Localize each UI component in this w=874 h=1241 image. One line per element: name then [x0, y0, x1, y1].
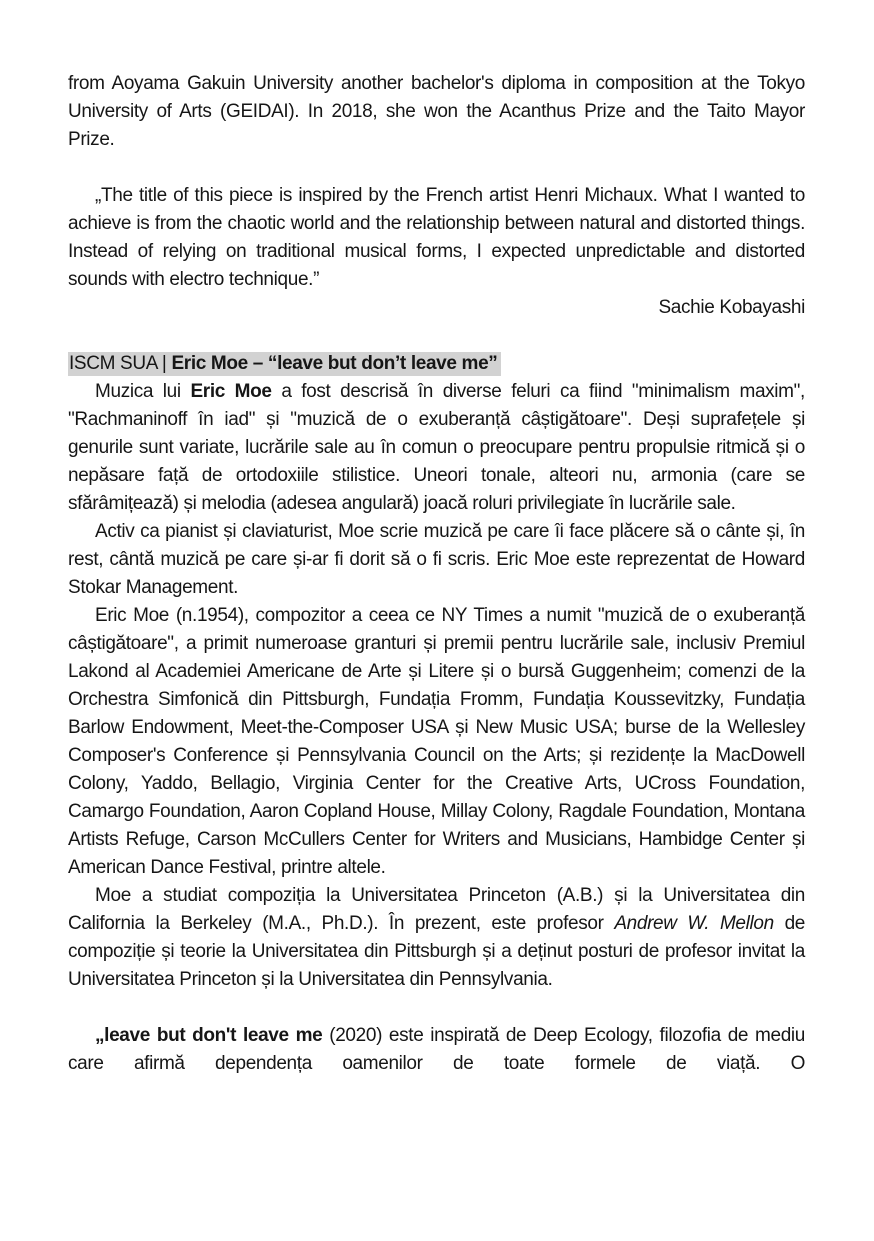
paragraph-moe-4 — [68, 882, 805, 994]
text-run: Moe a studiat compoziția la Universitatea Princeton (A.B.) și la Universitatea din California la Berkeley (M.A., Ph.D.). În prezent, este profesor — [68, 885, 805, 934]
text-run: Eric Moe (n.1954), compozitor a ceea ce NY Times a numit "muzică de o exuberanță câștigătoare", a primit numeroase granturi și premii pentru lucrările sale, inclusiv Premiul Lakond al Academiei Americane de Arte și Litere și o bursă Guggenheim; comenzi de la Orchestra Simfonică din Pittsburgh, Fundația Fromm, Fundația Koussevitzky, Fundația Barlow Endowment, Meet-the-Composer USA și New Music USA; burse de la Wellesley Composer's Conference și Pennsylvania Council on the Arts; și rezidențe la MacDowell Colony, Yaddo, Bellagio, Virginia Center for the Creative Arts, UCross Foundation, Camargo Foundation, Aaron Copland House, Millay Colony, Ragdale Foundation, Montana Artists Refuge, Carson McCullers Center for Writers and Musicians, Hambidge Center și American Dance Festival, printre altele. — [68, 605, 805, 878]
paragraph-moe-1 — [68, 378, 805, 518]
text-run: de compoziție și teorie la Universitatea din Pittsburgh și a deținut posturi de profesor invitat la Universitatea Princeton și la Universitatea din Pennsylvania. — [68, 913, 806, 990]
bold-text-run: Eric Moe – “leave but don’t leave me” — [171, 353, 498, 374]
blank-line — [68, 322, 805, 350]
blank-line — [68, 154, 805, 182]
text-run: (2020) este inspirată de Deep Ecology, filozofia de mediu care afirmă dependența oamenilor de toate formele de viață. O — [68, 1025, 805, 1074]
heading-highlight — [68, 352, 501, 376]
text-run: „The title of this piece is inspired by the French artist Henri Michaux. What I wanted to achieve is from the chaotic world and the relationship between natural and distorted things. Instead of relying on traditional musical forms, I expected unpredictable and distorted sounds with electro technique.” — [68, 185, 805, 290]
bold-text-run: „leave but don't leave me — [95, 1025, 323, 1046]
paragraph-moe-2 — [68, 518, 805, 602]
paragraph-kobayashi-bio — [68, 70, 805, 154]
text-run: from Aoyama Gakuin University another bachelor's diploma in composition at the Tokyo University of Arts (GEIDAI). In 2018, she won the Acanthus Prize and the Taito Mayor Prize. — [68, 73, 805, 150]
bold-text-run: Eric Moe — [190, 381, 272, 402]
document-body — [68, 70, 805, 1078]
italic-text-run: Andrew W. Mellon — [614, 913, 774, 934]
quote-attribution — [68, 294, 805, 322]
section-heading — [68, 350, 805, 378]
text-run: ISCM SUA | — [69, 353, 172, 374]
text-run: Muzica lui — [95, 381, 191, 402]
text-run: Activ ca pianist și claviaturist, Moe scrie muzică pe care îi face plăcere să o cânte și, în rest, cântă muzică pe care și-ar fi dorit să o fi scris. Eric Moe este reprezentat de Howard Stokar Management. — [68, 521, 805, 598]
text-run: a fost descrisă în diverse feluri ca fiind "minimalism maxim", "Rachmaninoff în iad" și "muzică de o exuberanță câștigătoare". Deși suprafețele și genurile sunt variate, lucrările sale au în comun o preocupare pentru propulsie ritmică și o nepăsare față de ortodoxiile stilistice. Uneori tonale, alteori nu, armonia (care se sfărâmițează) și melodia (adesea angulară) joacă roluri privilegiate în lucrările sale. — [68, 381, 805, 514]
blank-line — [68, 994, 805, 1022]
paragraph-moe-3 — [68, 602, 805, 882]
paragraph-kobayashi-quote — [68, 182, 805, 294]
text-run: Sachie Kobayashi — [658, 297, 805, 318]
paragraph-work-note — [68, 1022, 805, 1078]
